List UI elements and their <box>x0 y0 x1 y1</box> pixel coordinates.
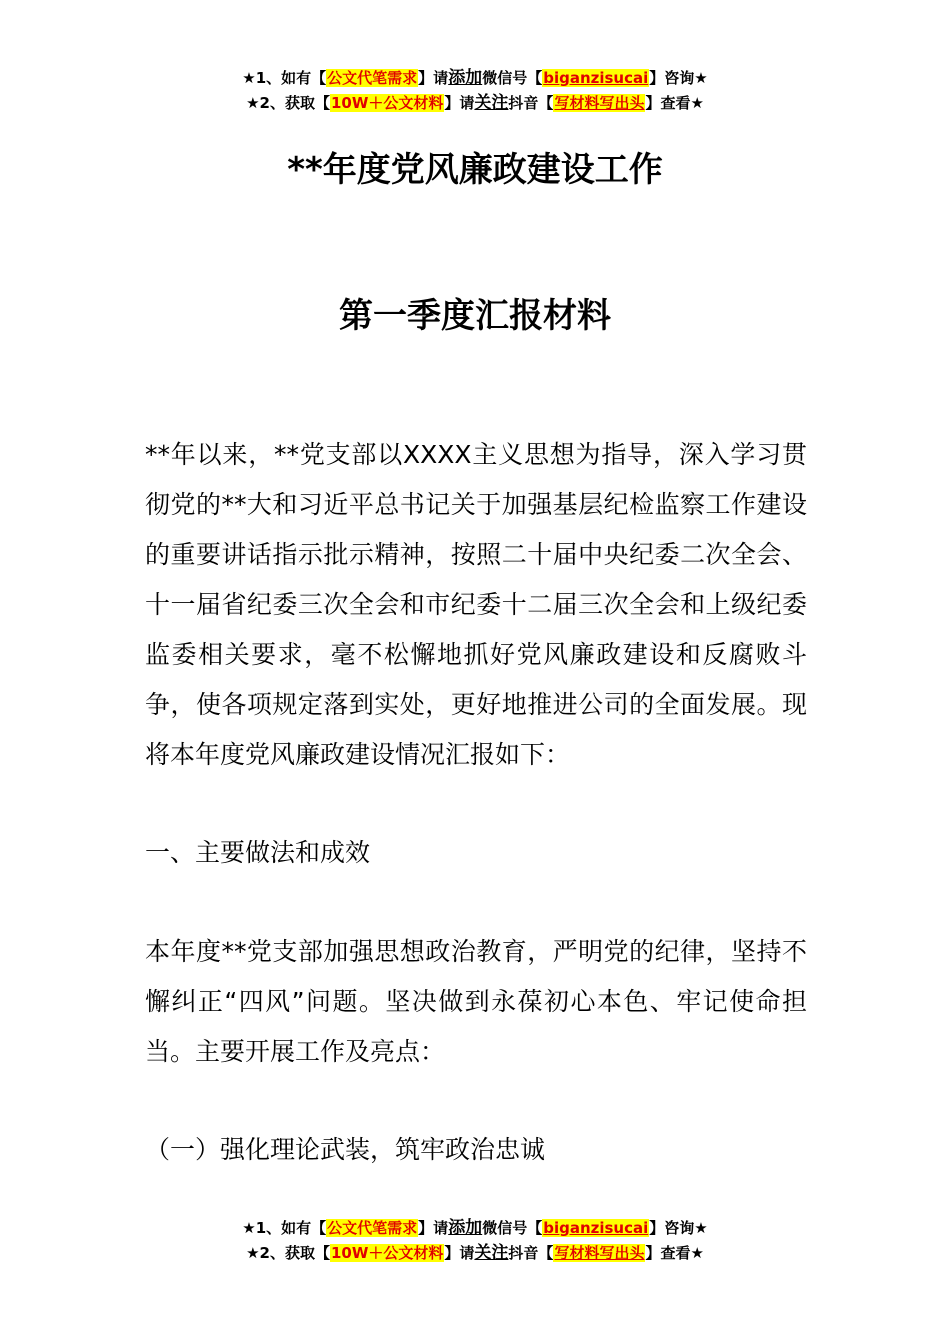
banner-text: ★1、如有【 <box>242 1219 327 1237</box>
banner-wechat-id: biganzisucai <box>543 1219 649 1237</box>
banner-line-1 <box>0 66 950 91</box>
banner-text: ★2、获取【 <box>246 1244 330 1262</box>
footer-banner <box>0 1216 950 1266</box>
banner-text: 微信号【 <box>482 1219 543 1237</box>
banner-text: 】请 <box>418 69 449 87</box>
banner-line-1 <box>0 1216 950 1241</box>
banner-highlight: 公文代笔需求 <box>327 1219 418 1237</box>
banner-highlight: 公文代笔需求 <box>327 69 418 87</box>
document-title-line-1: **年度党风廉政建设工作 <box>287 150 663 190</box>
banner-wechat-id: biganzisucai <box>543 69 649 87</box>
banner-highlight: 10W＋公文材料 <box>330 1244 444 1262</box>
banner-text: 】咨询★ <box>649 69 708 87</box>
banner-text: 微信号【 <box>482 69 543 87</box>
banner-text: 】查看★ <box>645 94 704 112</box>
banner-text: 】咨询★ <box>649 1219 708 1237</box>
banner-text: ★2、获取【 <box>246 94 330 112</box>
banner-douyin-id: 写材料写出头 <box>554 94 645 112</box>
banner-line-2 <box>0 91 950 116</box>
paragraph-section-1: 本年度**党支部加强思想政治教育，严明党的纪律，坚持不懈纠正“四风”问题。坚决做到永葆初心本色、牢记使命担当。主要开展工作及亮点： <box>145 937 807 1066</box>
header-banner <box>0 66 950 116</box>
banner-highlight: 10W＋公文材料 <box>330 94 444 112</box>
subsection-heading-1: （一）强化理论武装，筑牢政治忠诚 <box>145 1135 546 1164</box>
banner-douyin-id: 写材料写出头 <box>554 1244 645 1262</box>
banner-text: 】请 <box>444 1244 475 1262</box>
banner-text: 】查看★ <box>645 1244 704 1262</box>
banner-emphasis: 关注 <box>474 1243 509 1263</box>
section-heading-1: 一、主要做法和成效 <box>145 838 371 867</box>
banner-emphasis: 关注 <box>474 93 509 113</box>
banner-text: 抖音【 <box>508 1244 554 1262</box>
banner-text: ★1、如有【 <box>242 69 327 87</box>
paragraph-intro: **年以来，**党支部以XXXX主义思想为指导，深入学习贯彻党的**大和习近平总书记关于加强基层纪检监察工作建设的重要讲话指示批示精神，按照二十届中央纪委二次全会、十一届省纪委三次全会和市纪委十二届三次全会和上级纪委监委相关要求，毫不松懈地抓好党风廉政建设和反腐败斗争，使各项规定落到实处，更好地推进公司的全面发展。现将本年度党风廉政建设情况汇报如下： <box>145 440 807 769</box>
banner-text: 】请 <box>444 94 475 112</box>
document-title-line-2: 第一季度汇报材料 <box>339 296 611 336</box>
banner-text: 抖音【 <box>508 94 554 112</box>
banner-text: 】请 <box>418 1219 449 1237</box>
banner-emphasis: 添加 <box>448 1218 483 1238</box>
banner-emphasis: 添加 <box>448 68 483 88</box>
banner-line-2 <box>0 1241 950 1266</box>
